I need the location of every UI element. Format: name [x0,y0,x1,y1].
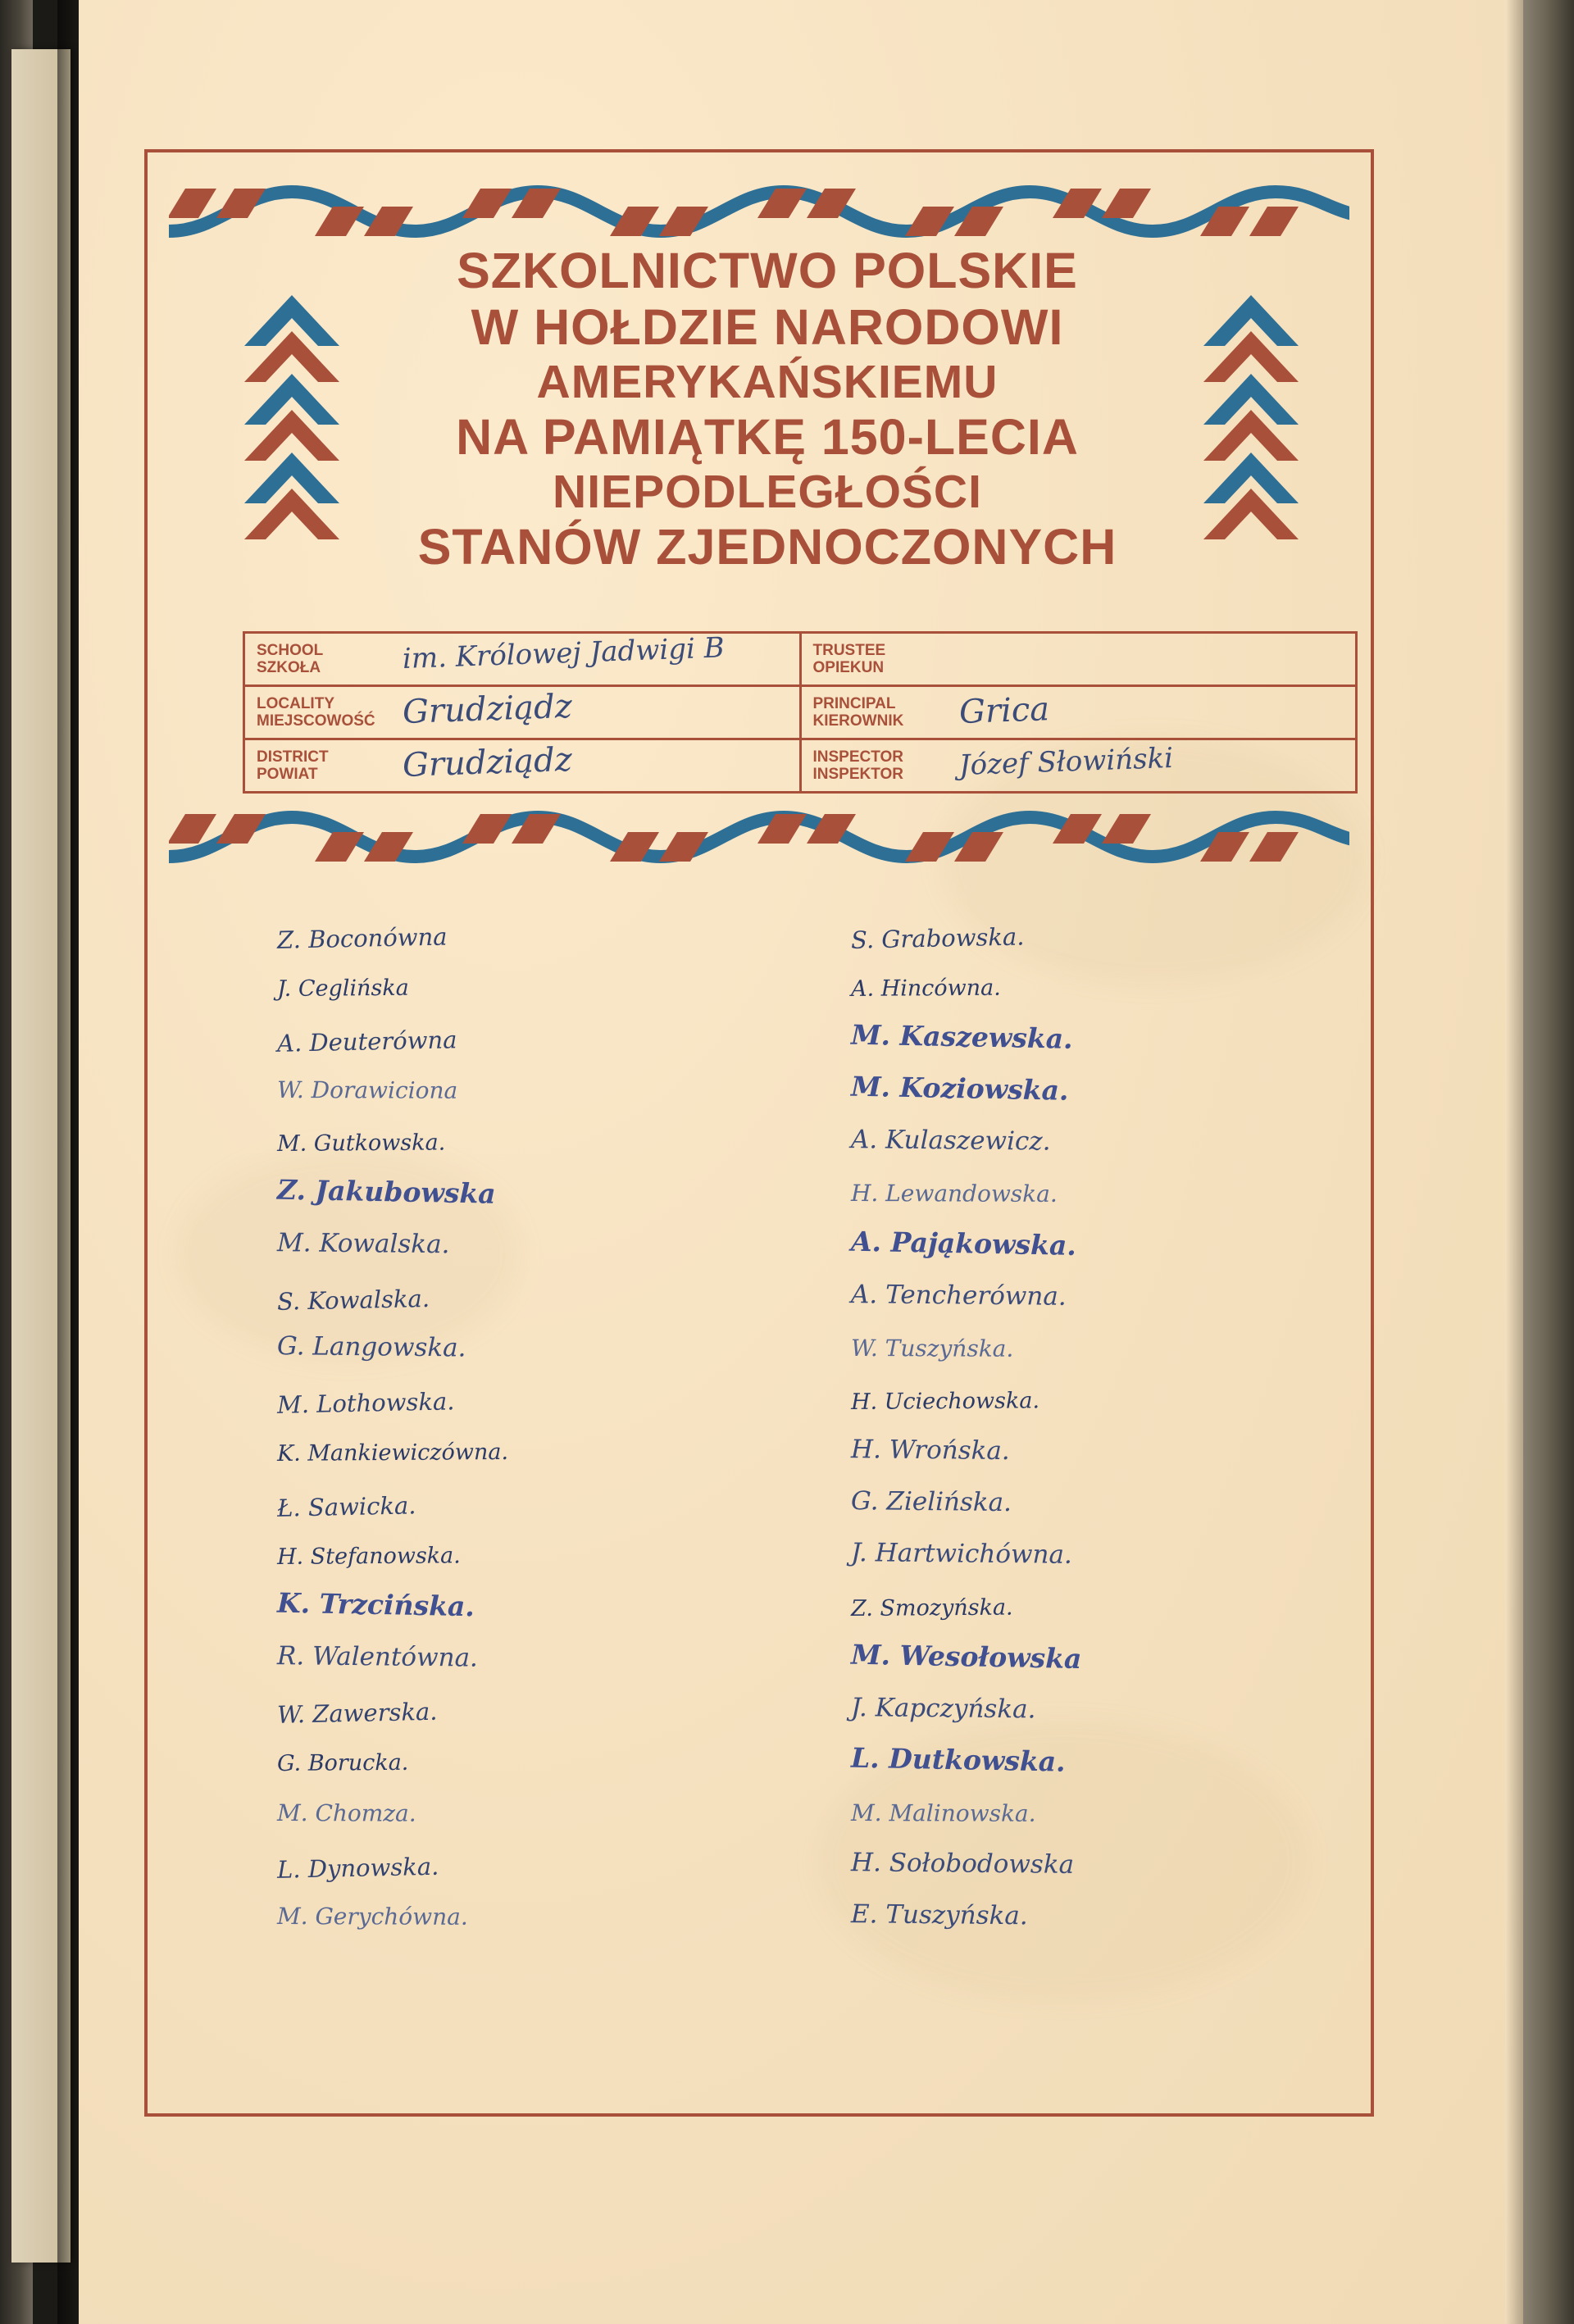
signature-item: R. Walentówna. [276,1641,479,1673]
trustee-label-pl: OPIEKUN [812,659,885,676]
inspector-cell [802,740,1356,791]
district-cell [245,740,802,791]
locality-label-pl: MIEJSCOWOŚĆ [257,712,375,730]
inspector-label-pl: INSPEKTOR [812,766,904,783]
inspector-label-en: INSPECTOR [812,748,904,766]
table-row [245,687,1355,740]
signature-item: G. Zielińska. [850,1486,1012,1518]
signature-item: M. Malinowska. [850,1799,1036,1827]
signature-item: H. Lewandowska. [850,1180,1058,1207]
locality-cell [245,687,802,738]
signature-column-right [817,910,1341,1943]
locality-label-en: LOCALITY [257,695,334,712]
signature-item: H. Sołobodowska [850,1848,1075,1880]
signature-item: Z. Boconówna [276,922,448,954]
signature-list [243,910,1358,1943]
signature-item: S. Kowalska. [276,1284,430,1316]
page-edge-texture [1505,0,1523,2324]
signature-item: Z. Jakubowska [276,1173,497,1210]
school-label-en: SCHOOL [257,642,324,659]
district-label-pl: POWIAT [257,766,318,783]
signature-item: M. Gerychówna. [276,1903,468,1931]
signature-item: Z. Smozyńska. [850,1594,1013,1621]
principal-label-en: PRINCIPAL [812,695,896,712]
signature-item: K. Trzcińska. [276,1586,475,1623]
signature-item: Ł. Sawicka. [276,1491,416,1522]
signature-item: G. Langowska. [276,1331,466,1363]
school-info-table [243,631,1358,794]
trustee-label-en: TRUSTEE [812,642,886,659]
signature-item: A. Pająkowska. [850,1225,1077,1262]
signature-item: A. Tencherówna. [850,1280,1067,1312]
signature-item: J. Hartwichówna. [850,1538,1072,1570]
title-line-1: SZKOLNICTWO POLSKIE [457,243,1078,298]
title-line-6: STANÓW ZJEDNOCZONYCH [417,519,1117,575]
table-row [245,631,1355,687]
table-row [245,740,1355,791]
signature-item: E. Tuszyńska. [850,1899,1028,1931]
book-gutter-shadow [57,0,79,2324]
signature-item: J. Ceglińska [276,975,409,1002]
title-line-4: NA PAMIĄTKĘ 150-LECIA [456,409,1079,465]
inspector-value: Józef Słowiński [958,741,1174,782]
school-label [245,642,403,676]
locality-label [245,695,403,730]
signature-item: H. Stefanowska. [276,1543,461,1570]
document-title [234,243,1300,575]
district-value: Grudziądz [402,740,573,785]
title-line-5: NIEPODLEGŁOŚCI [553,466,982,518]
district-label [245,748,403,783]
signature-item: W. Zawerska. [276,1697,438,1729]
school-cell [245,631,802,684]
document-sheet [79,0,1523,2324]
signature-item: M. Koziowska. [850,1070,1069,1107]
signature-item: M. Gutkowska. [276,1130,446,1157]
signature-item: H. Wrońska. [850,1435,1010,1467]
principal-label [802,695,959,730]
signature-item: M. Kowalska. [276,1228,450,1260]
principal-value: Grica [958,690,1050,731]
signature-item: S. Grabowska. [850,922,1025,954]
signature-item: J. Kapczyńska. [850,1693,1036,1725]
locality-value: Grudziądz [402,687,573,731]
trustee-cell [802,634,1356,684]
signature-item: A. Kulaszewicz. [850,1125,1051,1157]
signature-item: W. Tuszyńska. [850,1335,1014,1362]
title-line-3: AMERYKAŃSKIEMU [536,356,999,408]
signature-column-left [243,910,767,1943]
title-line-2: W HOŁDZIE NARODOWI [471,299,1064,355]
book-edge-right [1523,0,1574,2324]
signature-item: A. Deuterówna [276,1026,457,1057]
signature-item: K. Mankiewiczówna. [276,1439,509,1467]
district-label-en: DISTRICT [257,748,329,766]
principal-cell [802,687,1356,738]
signature-item: A. Hincówna. [850,975,1001,1002]
signature-item: M. Kaszewska. [850,1018,1073,1055]
signature-item: H. Uciechowska. [850,1388,1040,1415]
school-label-pl: SZKOŁA [257,659,321,676]
principal-label-pl: KIEROWNIK [812,712,904,730]
signature-item: M. Chomza. [276,1799,416,1827]
signature-item: L. Dutkowska. [850,1741,1067,1778]
inspector-label [802,748,959,783]
trustee-label [802,642,959,676]
signature-item: M. Lothowska. [276,1387,455,1419]
signature-item: M. Wesołowska [850,1638,1082,1676]
ribbon-ornament-bottom [169,799,1349,878]
ribbon-ornament-top [169,174,1349,252]
signature-item: L. Dynowska. [276,1852,439,1884]
school-value: im. Królowej Jadwigi B [402,631,726,675]
signature-item: G. Borucka. [276,1749,409,1776]
signature-item: W. Dorawiciona [276,1076,458,1104]
